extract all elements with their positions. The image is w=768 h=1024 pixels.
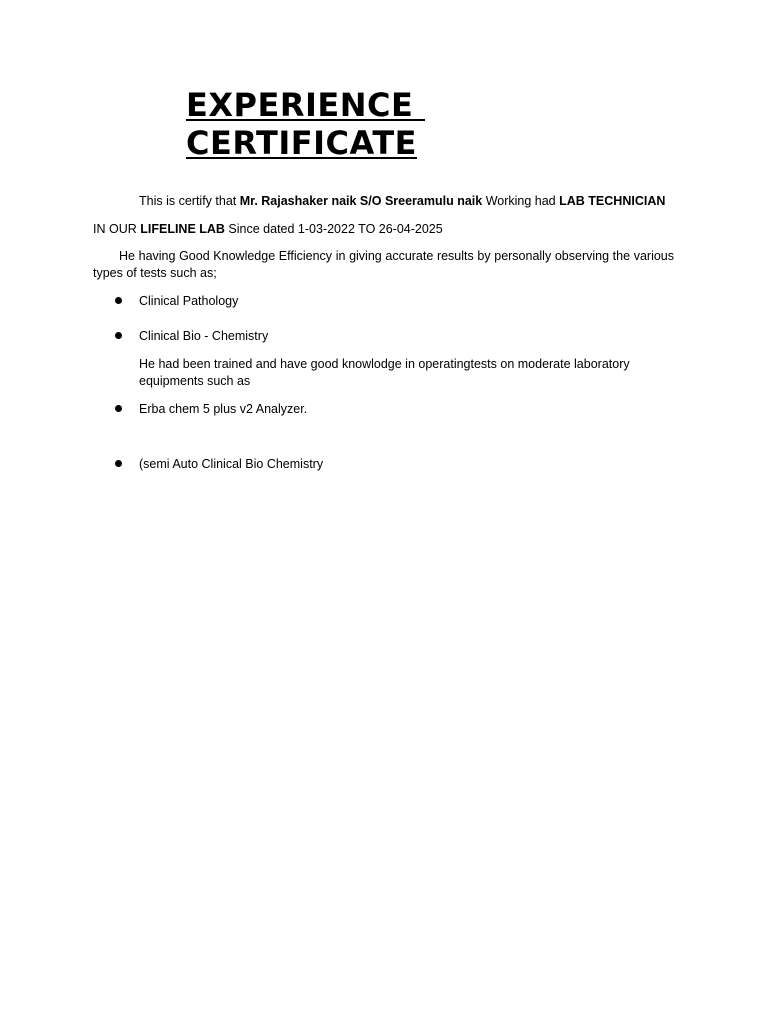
- bullet-icon: [115, 332, 122, 339]
- equipment-item-2: (semi Auto Clinical Bio Chemistry: [139, 457, 324, 471]
- equipment-item-1: Erba chem 5 plus v2 Analyzer.: [139, 402, 308, 416]
- bullet-icon: [115, 460, 122, 467]
- employee-name: Mr. Rajashaker naik S/O Sreeramulu naik: [239, 194, 483, 208]
- bullet-icon: [115, 297, 122, 304]
- employment-prefix: IN OUR: [93, 222, 141, 236]
- bullet-icon: [115, 405, 122, 412]
- employee-role: LAB TECHNICIAN: [559, 194, 666, 208]
- training-paragraph: He had been trained and have good knowlodge in operatingtests on moderate laboratory equipments such as: [139, 357, 630, 388]
- title-line-2: CERTIFICATE: [186, 124, 417, 162]
- test-item-1: Clinical Pathology: [139, 294, 239, 308]
- intro-prefix: This is certify that: [139, 194, 240, 208]
- title-line-1: EXPERIENCE: [186, 86, 426, 124]
- employment-dates: Since dated 1-03-2022 TO 26-04-2025: [224, 222, 443, 236]
- employment-line: [93, 221, 443, 238]
- knowledge-paragraph: He having Good Knowledge Efficiency in giving accurate results by personally observing the various types of tests such as;: [93, 249, 674, 280]
- certificate-title: [186, 86, 425, 162]
- intro-middle: Working had: [482, 194, 560, 208]
- test-item-2: Clinical Bio - Chemistry: [139, 329, 269, 343]
- lab-name: LIFELINE LAB: [140, 222, 225, 236]
- intro-line: [139, 193, 665, 210]
